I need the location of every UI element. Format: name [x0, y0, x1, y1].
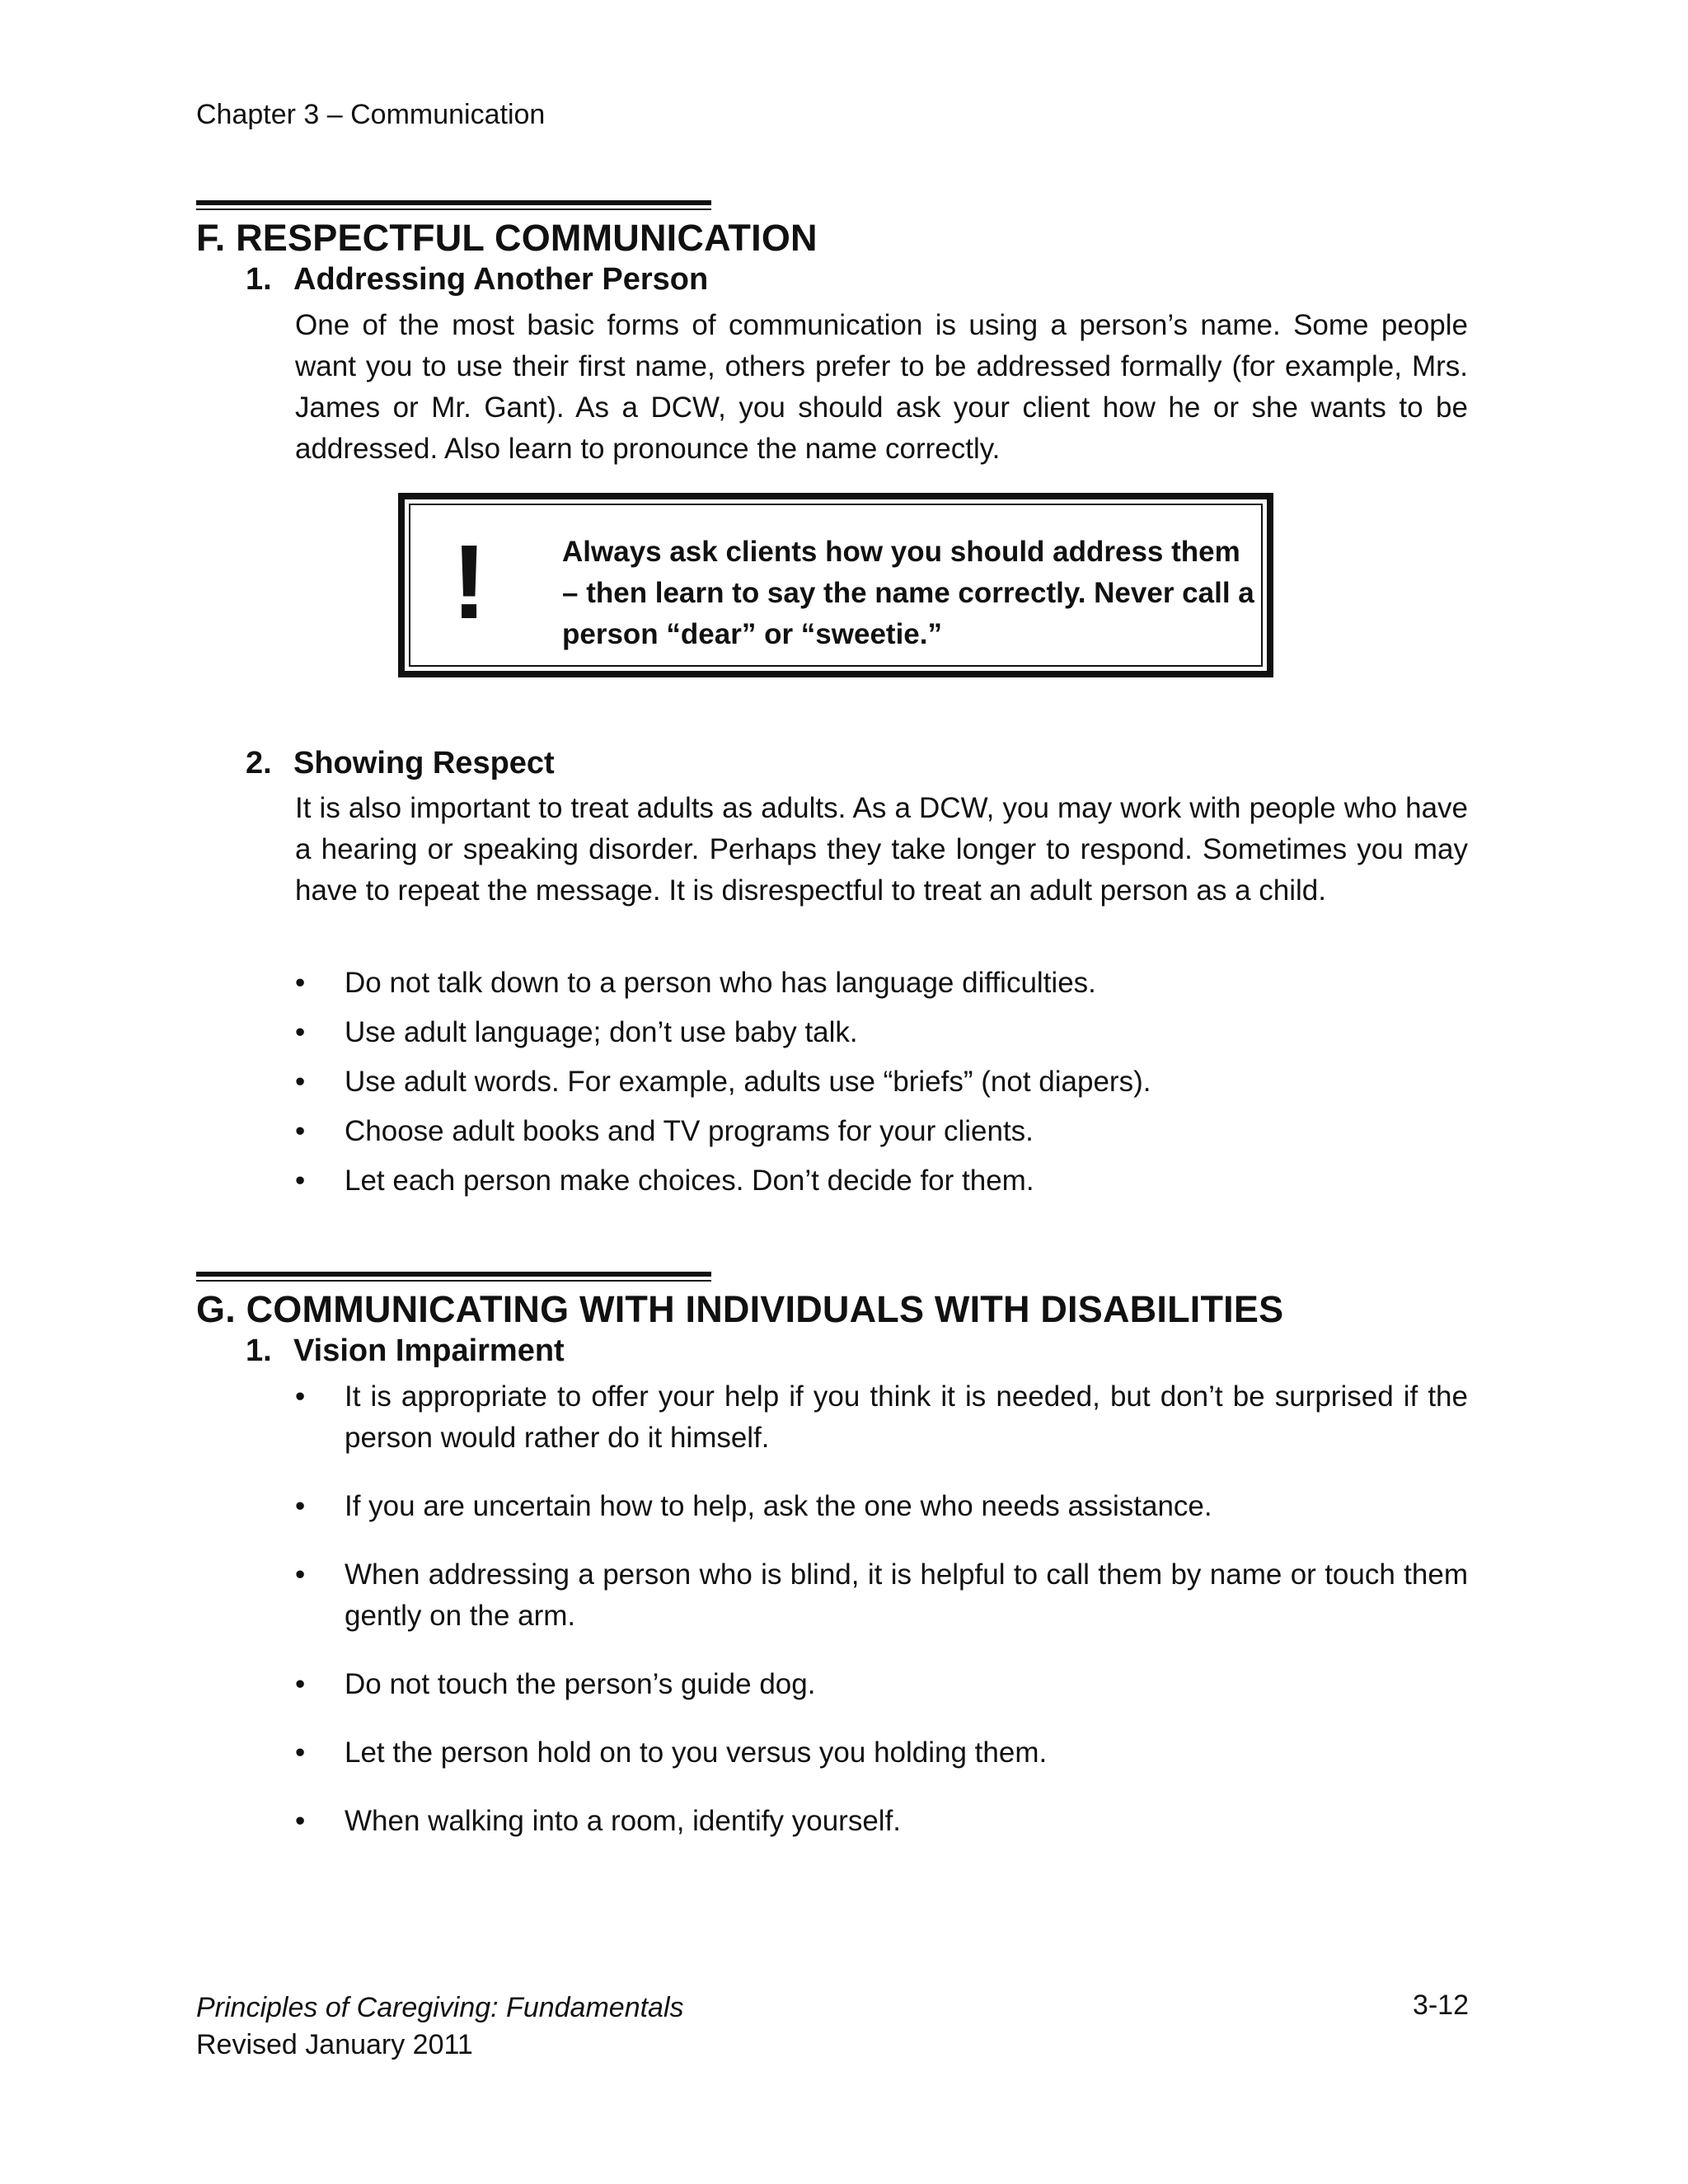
- bullet-icon: •: [295, 967, 306, 999]
- bullet-icon: •: [295, 1066, 306, 1098]
- subsection-number: 2.: [246, 746, 272, 780]
- list-item: • Do not touch the person’s guide dog.: [295, 1664, 1468, 1705]
- bullet-icon: •: [295, 1558, 306, 1591]
- list-item: • Use adult language; don’t use baby talk.: [295, 1012, 1468, 1053]
- bullet-icon: •: [295, 1380, 306, 1413]
- exclamation-icon: !: [452, 523, 487, 641]
- list-item: • Let the person hold on to you versus you holding them.: [295, 1732, 1468, 1774]
- subsection-title-text: Showing Respect: [293, 746, 555, 780]
- vision-bullet-list: [295, 1376, 1468, 1842]
- callout-text: Always ask clients how you should address them – then learn to say the name correctly. Never call a person “dear” or “sweetie.”: [562, 536, 1254, 650]
- page-number: 3-12: [1412, 1990, 1469, 2021]
- bullet-icon: •: [295, 1668, 306, 1700]
- bullet-icon: •: [295, 1736, 306, 1769]
- footer-revised-date: Revised January 2011: [196, 2029, 473, 2060]
- subsection-number: 1.: [246, 262, 272, 297]
- subsection-title-text: Addressing Another Person: [293, 262, 709, 297]
- list-item: • It is appropriate to offer your help if you think it is needed, but don’t be surprised if the person would rather do it himself.: [295, 1376, 1468, 1459]
- bullet-icon: •: [295, 1805, 306, 1837]
- list-item: • If you are uncertain how to help, ask the one who needs assistance.: [295, 1486, 1468, 1527]
- callout-inner-border: [409, 504, 1263, 667]
- bullet-icon: •: [295, 1115, 306, 1147]
- section-divider-g: [196, 1272, 711, 1277]
- section-f-title: F. RESPECTFUL COMMUNICATION: [196, 217, 818, 259]
- bullet-icon: •: [295, 1016, 306, 1048]
- subsection-respect-title: [246, 746, 555, 781]
- section-divider-f: [196, 200, 711, 205]
- section-g-title: G. COMMUNICATING WITH INDIVIDUALS WITH DISABILITIES: [196, 1288, 1284, 1330]
- respect-paragraph: It is also important to treat adults as adults. As a DCW, you may work with people who have a hearing or speaking disorder. Perhaps they take longer to respond. Sometimes you may have to repeat the message. It is disrespectful to treat an adult person as a child.: [295, 792, 1468, 907]
- subsection-title-text: Vision Impairment: [293, 1333, 565, 1368]
- list-item: • When addressing a person who is blind, it is helpful to call them by name or touch them gently on the arm.: [295, 1554, 1468, 1637]
- list-item: • Use adult words. For example, adults use “briefs” (not diapers).: [295, 1062, 1468, 1103]
- subsection-number: 1.: [246, 1333, 272, 1368]
- bullet-icon: •: [295, 1490, 306, 1522]
- footer: [196, 1990, 684, 2064]
- addressing-paragraph: One of the most basic forms of communication is using a person’s name. Some people want you to use their first name, others prefer to be addressed formally (for example, Mrs. James or Mr. Gant). As a DCW, you should ask your client how he or she wants to be addressed. Also learn to pronounce the name correctly.: [295, 309, 1468, 465]
- respect-bullet-list: [295, 963, 1468, 1202]
- list-item: • Do not talk down to a person who has language difficulties.: [295, 963, 1468, 1004]
- bullet-icon: •: [295, 1165, 306, 1197]
- running-header: Chapter 3 – Communication: [196, 99, 546, 130]
- list-item: • Choose adult books and TV programs for your clients.: [295, 1111, 1468, 1152]
- list-item: • When walking into a room, identify yourself.: [295, 1801, 1468, 1842]
- subsection-addressing-title: [246, 262, 708, 298]
- list-item: • Let each person make choices. Don’t decide for them.: [295, 1160, 1468, 1202]
- subsection-vision-title: [246, 1333, 565, 1369]
- footer-book-title: Principles of Caregiving: Fundamentals: [196, 1992, 684, 2023]
- callout-box: [398, 493, 1273, 677]
